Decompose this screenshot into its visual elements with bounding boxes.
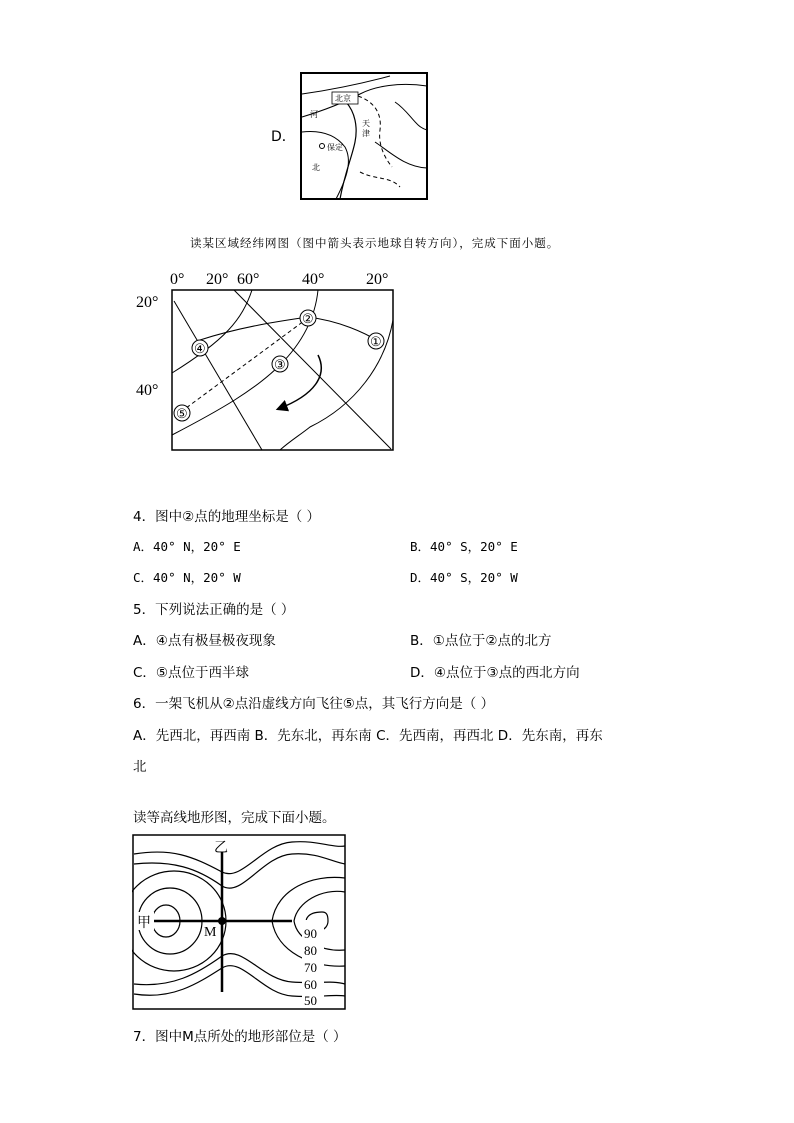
q6-options[interactable]: A．先西北，再西南 B．先东北，再东南 C．先西南，再西北 D．先东南，再东 [133,728,603,744]
q6-stem: 6．一架飞机从②点沿虚线方向飞往⑤点，其飞行方向是（ ） [133,696,495,712]
q5-stem: 5．下列说法正确的是（ ） [133,602,295,618]
point-2-label: ② [302,311,314,326]
map-label-beijing: 北京 [335,94,351,103]
left-label: 40° [136,382,159,399]
q6-options-wrap: 北 [133,759,147,775]
option-d-map [300,72,430,202]
left-label: 20° [136,294,159,311]
contour-figure [132,834,348,1012]
top-label: 0° [170,271,185,288]
label-jia: 甲 [137,916,151,931]
intro-graticule: 读某区域经纬网图（图中箭头表示地球自转方向），完成下面小题。 [190,236,560,250]
contour-level-label: 90 [304,926,317,941]
contour-level-label: 60 [304,977,317,992]
map-label-baoding: 保定 [327,143,343,152]
label-yi: 乙 [214,841,228,856]
top-label: 20° [206,271,229,288]
point-4-label: ④ [194,341,206,356]
point-5-label: ⑤ [176,406,188,421]
point-1-label: ① [370,334,382,349]
parallel-arc [172,290,318,435]
q5-option-b[interactable]: B．①点位于②点的北方 [410,633,552,649]
contour-level-label: 80 [304,943,317,958]
q4-stem: 4．图中②点的地理坐标是（ ） [133,509,320,525]
map-label-he: 河 [310,110,318,119]
q7-stem: 7．图中M点所处的地形部位是（ ） [133,1029,347,1045]
top-label: 20° [366,271,389,288]
option-d-label: D． [271,129,296,145]
contour-level-label: 50 [304,993,317,1008]
parallel-arc [200,317,378,341]
label-m: M [204,925,217,940]
top-label: 40° [302,271,325,288]
intro-contour: 读等高线地形图，完成下面小题。 [133,810,336,826]
city-dot-baoding [320,144,325,149]
map-label-tianjin-1: 天 [362,119,370,128]
parallel-arc [172,290,252,373]
contour-level-label: 70 [304,960,317,975]
q5-option-a[interactable]: A．④点有极昼极夜现象 [133,633,276,649]
point-m-dot [218,917,226,925]
top-label: 60° [237,271,260,288]
q5-option-d[interactable]: D．④点位于③点的西北方向 [410,665,580,681]
graticule-figure [130,265,405,460]
map-label-tianjin-2: 津 [362,129,370,138]
q5-option-c[interactable]: C．⑤点位于西半球 [133,665,250,681]
q4-option-a[interactable]: A．40° N，20° E [133,539,241,554]
point-3-label: ③ [274,357,286,372]
q4-option-b[interactable]: B．40° S，20° E [410,539,518,554]
flight-path-dashed [182,318,308,411]
q4-option-d[interactable]: D．40° S，20° W [410,570,518,585]
meridian-line [174,301,262,450]
map-label-bei: 北 [312,163,320,172]
q4-option-c[interactable]: C．40° N，20° W [133,570,241,585]
